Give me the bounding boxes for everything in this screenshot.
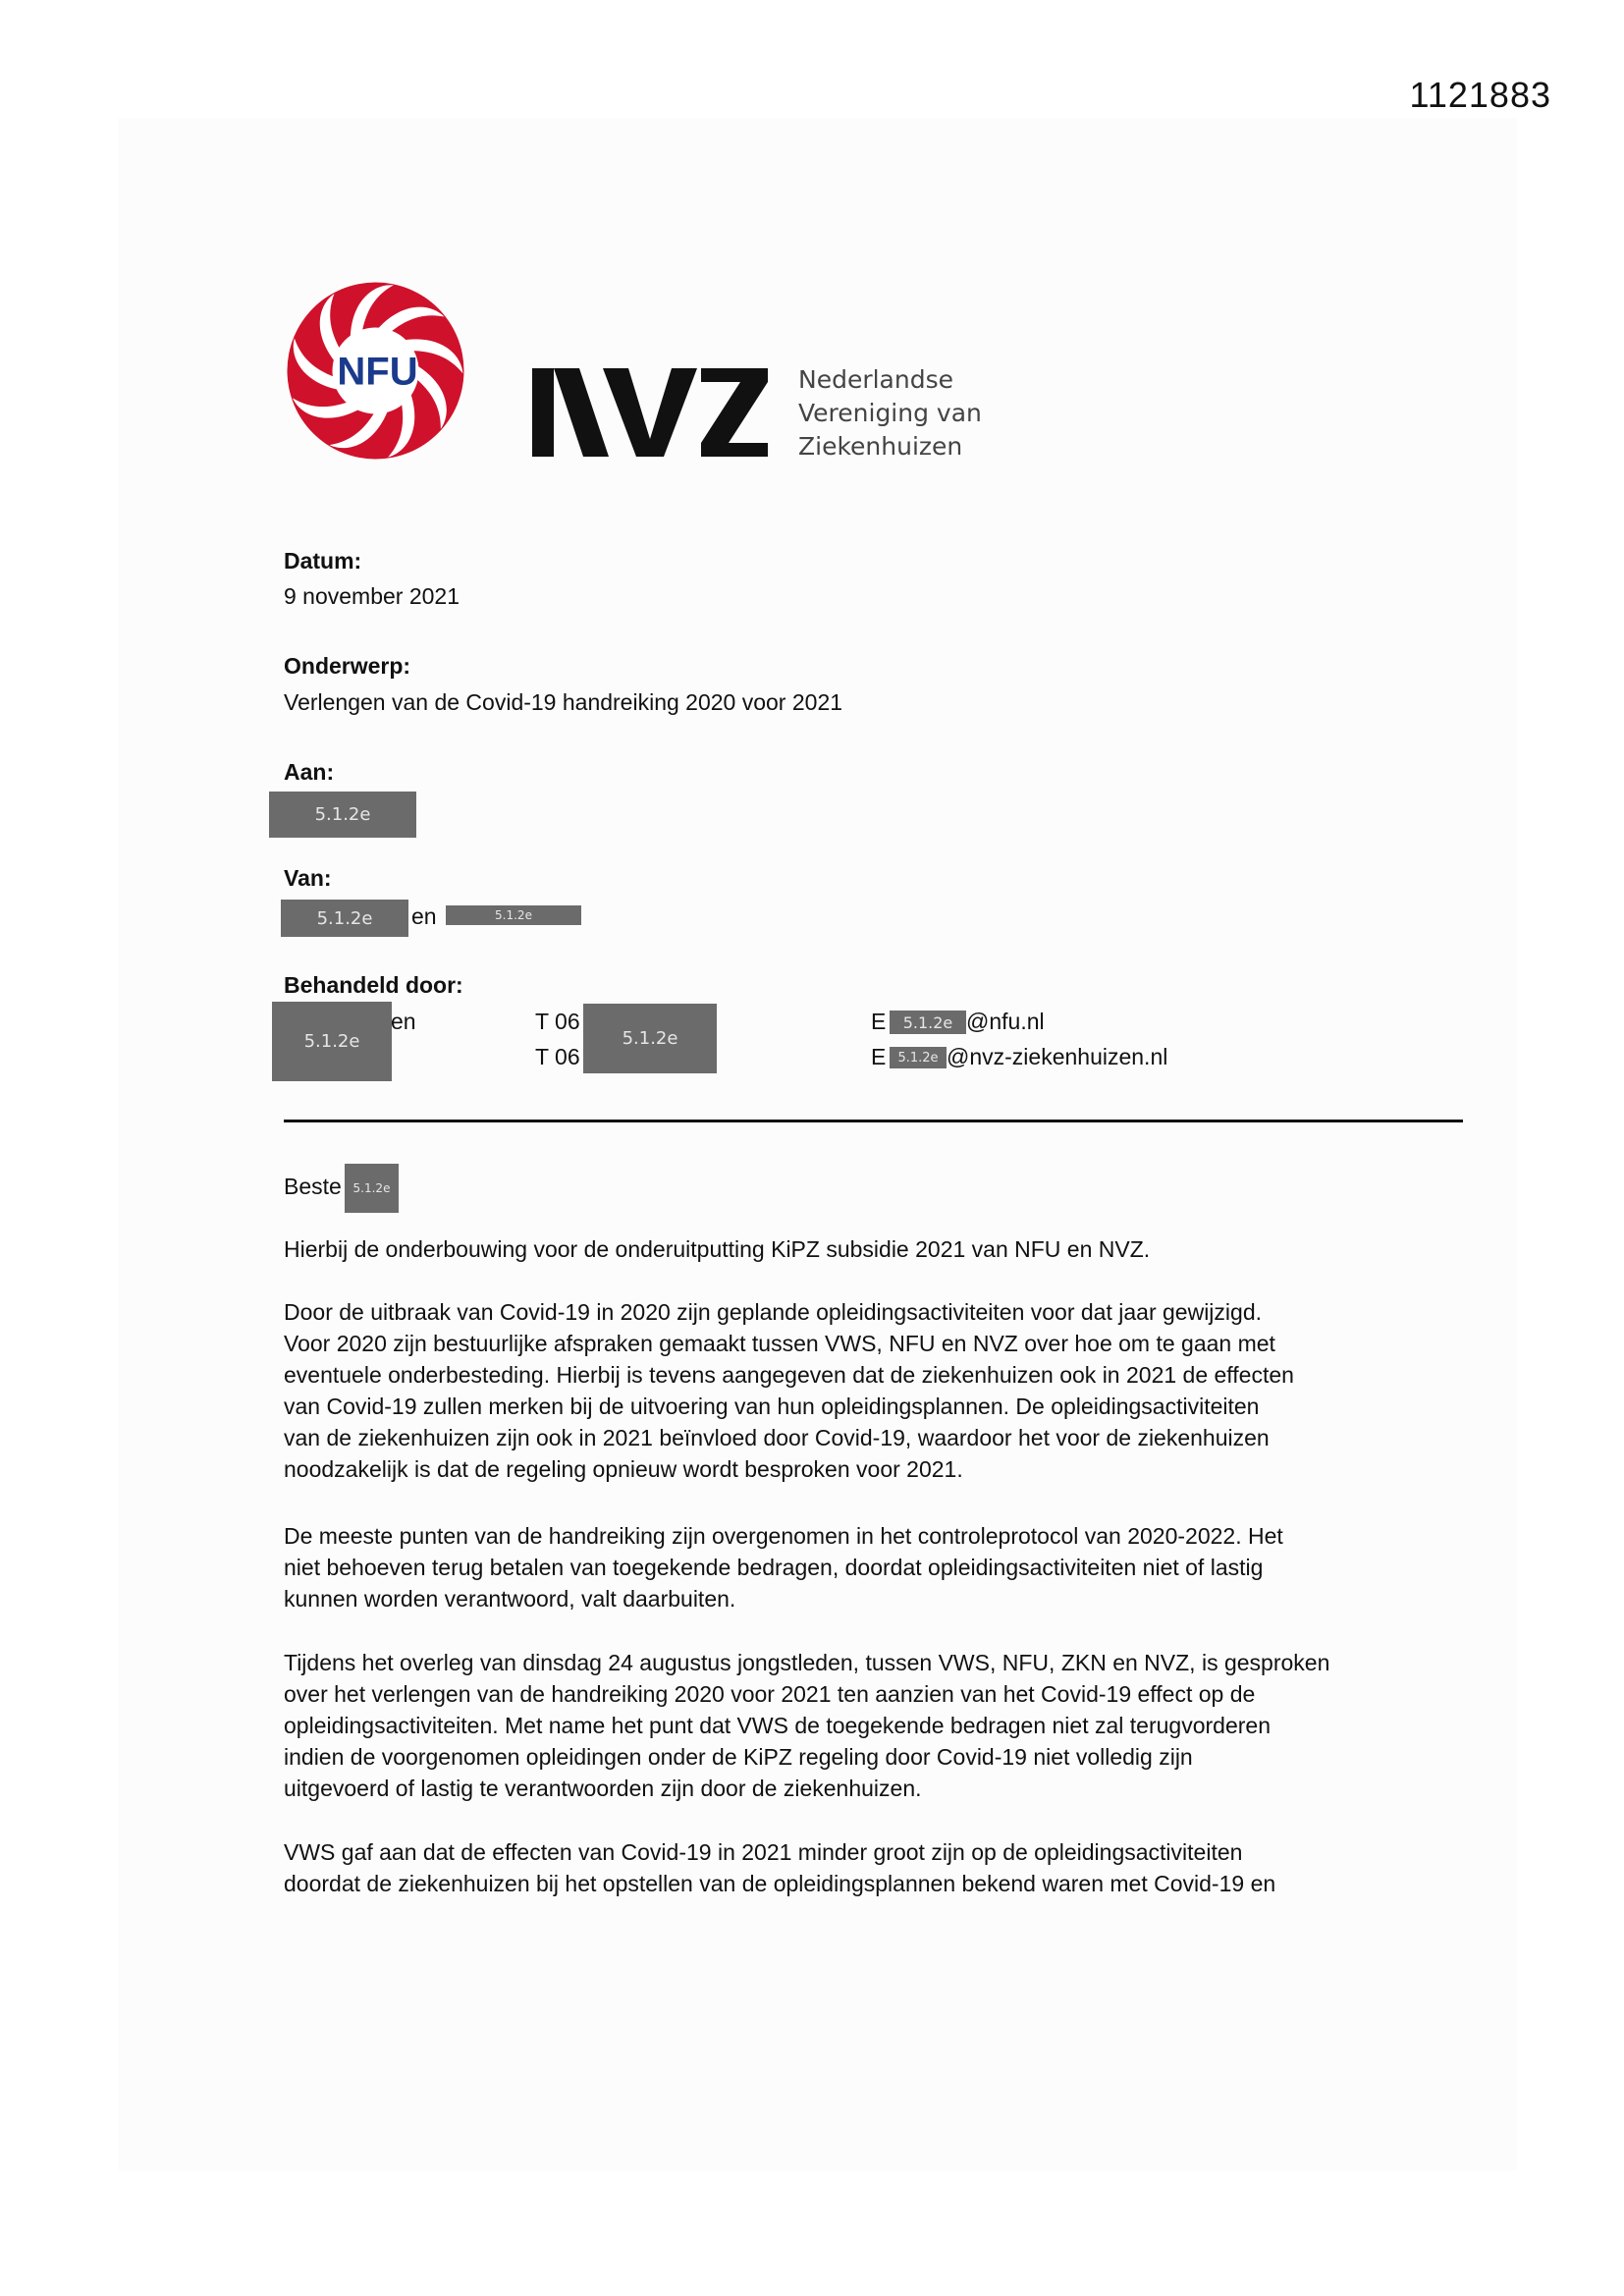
email-prefix: E [871, 1009, 887, 1034]
phone-prefix: T 06 [535, 1009, 580, 1034]
paragraph-line: niet behoeven terug betalen van toegekende bedragen, doordat opleidingsactiviteiten niet of lastig [284, 1555, 1264, 1580]
paragraph [284, 1647, 1374, 1804]
email-prefix: E [871, 1044, 887, 1069]
paragraph-line: Voor 2020 zijn bestuurlijke afspraken gemaakt tussen VWS, NFU en NVZ over hoe om te gaan met [284, 1331, 1275, 1356]
paragraph [284, 1233, 1374, 1265]
datum-value: 9 november 2021 [284, 583, 460, 609]
van-en: en [411, 903, 437, 929]
onderwerp-label: Onderwerp: [284, 653, 411, 679]
header-divider [284, 1120, 1463, 1122]
aan-label: Aan: [284, 759, 335, 785]
redaction-box: 5.1.2e [269, 792, 416, 838]
behandeld-en: en [391, 1009, 416, 1034]
document-number: 1121883 [1409, 75, 1551, 115]
redaction-box: 5.1.2e [583, 1004, 717, 1073]
paragraph-line: opleidingsactiviteiten. Met name het punt dat VWS de toegekende bedragen niet zal terugvorderen [284, 1713, 1271, 1738]
redaction-box: 5.1.2e [272, 1002, 392, 1081]
phone-prefix: T 06 [535, 1044, 580, 1069]
nvz-logo-line: Ziekenhuizen [798, 432, 963, 461]
redaction-box: 5.1.2e [281, 900, 408, 937]
email-nvz: @nvz-ziekenhuizen.nl [947, 1044, 1168, 1069]
paragraph-line: eventuele onderbesteding. Hierbij is tevens aangegeven dat de ziekenhuizen ook in 2021 de effecten [284, 1362, 1294, 1388]
paragraph [284, 1836, 1374, 1899]
nfu-logo-text: NFU [337, 350, 418, 394]
paragraph-line: over het verlengen van de handreiking 2020 voor 2021 ten aanzien van het Covid-19 effect op de [284, 1681, 1256, 1707]
nvz-logo-text [798, 363, 982, 464]
nvz-logo-mark [532, 368, 768, 457]
paragraph-line: kunnen worden verantwoord, valt daarbuiten. [284, 1586, 736, 1612]
van-label: Van: [284, 865, 332, 891]
nvz-logo-line: Nederlandse [798, 365, 953, 394]
onderwerp-value: Verlengen van de Covid-19 handreiking 2020 voor 2021 [284, 689, 843, 715]
paragraph-line: doordat de ziekenhuizen bij het opstellen van de opleidingsplannen bekend waren met Covid-19 en [284, 1871, 1276, 1896]
paragraph-line: van Covid-19 zullen merken bij de uitvoering van hun opleidingsplannen. De opleidingsactiviteiten [284, 1394, 1260, 1419]
paragraph-line: van de ziekenhuizen zijn ook in 2021 beïnvloed door Covid-19, waardoor het voor de ziekenhuizen [284, 1425, 1270, 1450]
paragraph-line: Door de uitbraak van Covid-19 in 2020 zijn geplande opleidingsactiviteiten voor dat jaar gewijzigd. [284, 1299, 1262, 1325]
paragraph-line: noodzakelijk is dat de regeling opnieuw wordt besproken voor 2021. [284, 1456, 963, 1482]
paragraph-line: indien de voorgenomen opleidingen onder de KiPZ regeling door Covid-19 niet volledig zijn [284, 1744, 1193, 1770]
paragraph-line: De meeste punten van de handreiking zijn overgenomen in het controleprotocol van 2020-2022. Het [284, 1523, 1283, 1549]
paragraph-line: VWS gaf aan dat de effecten van Covid-19 in 2021 minder groot zijn op de opleidingsactiviteiten [284, 1839, 1243, 1865]
paragraph [284, 1296, 1374, 1485]
nfu-logo [285, 280, 466, 462]
letterhead-logos [285, 280, 1021, 466]
redaction-box: 5.1.2e [345, 1164, 399, 1213]
redaction-box: 5.1.2e [890, 1011, 966, 1034]
email-nfu: @nfu.nl [966, 1009, 1045, 1034]
paragraph-line: Hierbij de onderbouwing voor de onderuitputting KiPZ subsidie 2021 van NFU en NVZ. [284, 1236, 1151, 1262]
redaction-box: 5.1.2e [446, 905, 581, 925]
paragraph-line: uitgevoerd of lastig te verantwoorden zijn door de ziekenhuizen. [284, 1776, 922, 1801]
nvz-logo-line: Vereniging van [798, 399, 982, 427]
paragraph-line: Tijdens het overleg van dinsdag 24 augustus jongstleden, tussen VWS, NFU, ZKN en NVZ, is gesproken [284, 1650, 1330, 1675]
salutation: Beste [284, 1174, 342, 1199]
behandeld-label: Behandeld door: [284, 972, 463, 998]
datum-label: Datum: [284, 548, 362, 574]
paragraph [284, 1520, 1374, 1614]
redaction-box: 5.1.2e [890, 1047, 947, 1068]
